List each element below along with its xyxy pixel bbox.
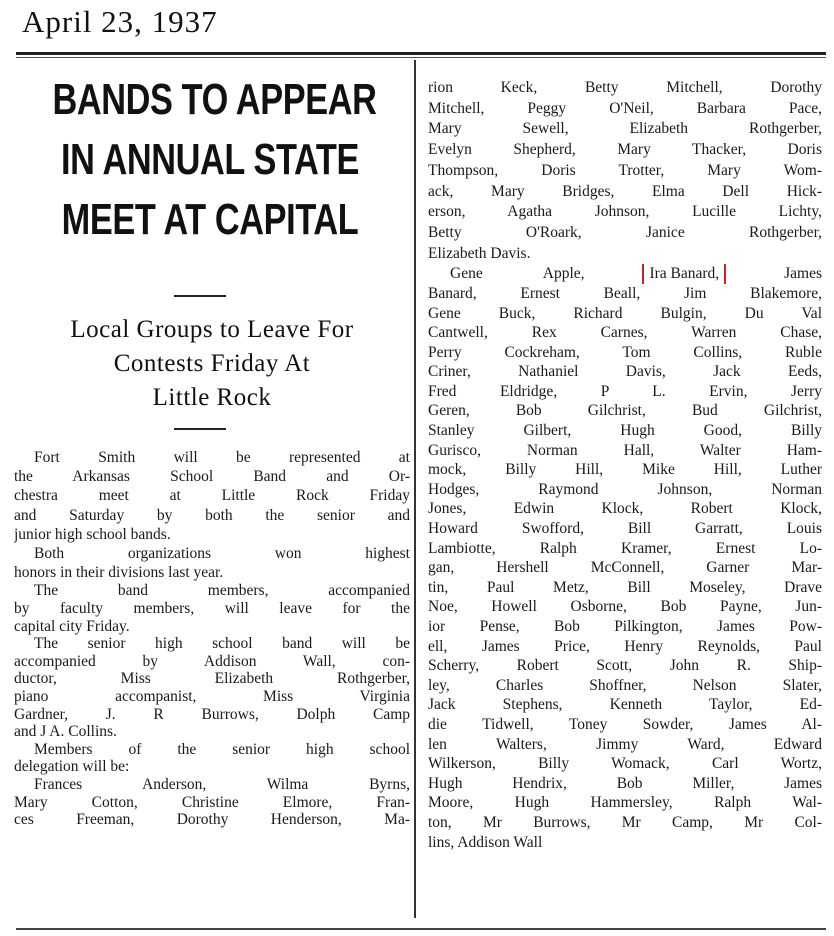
article-date: April 23, 1937: [22, 4, 218, 39]
top-rule-thin: [16, 57, 826, 58]
roster-line: tin, Paul Metz, Bill Moseley, Drave: [428, 578, 822, 596]
roster-line: Hodges, Raymond Johnson, Norman: [428, 480, 822, 498]
article-line: Gardner, J. R Burrows, Dolph Camp: [14, 705, 410, 723]
article-line: ductor, Miss Elizabeth Rothgerber,: [14, 670, 410, 688]
headline-line: IN ANNUAL STATE: [61, 135, 359, 184]
article-line: Both organizations won highest: [34, 545, 410, 563]
roster-line: Hugh Hendrix, Bob Miller, James: [428, 774, 822, 792]
article-line: Members of the senior high school: [34, 740, 410, 758]
article-line: delegation will be:: [14, 758, 130, 776]
headline-line: MEET AT CAPITAL: [61, 195, 359, 244]
roster-line: Geren, Bob Gilchrist, Bud Gilchrist,: [428, 402, 822, 420]
article-line: Frances Anderson, Wilma Byrns,: [34, 775, 410, 793]
subheadline-rule: [174, 428, 226, 430]
roster-line: Jack Stephens, Kenneth Taylor, Ed-: [428, 696, 822, 714]
roster-line: mock, Billy Hill, Mike Hill, Luther: [428, 461, 822, 479]
roster-line: rion Keck, Betty Mitchell, Dorothy: [428, 79, 822, 96]
article-line: piano accompanist, Miss Virginia: [14, 687, 410, 705]
article-line: The senior high school band will be: [34, 635, 410, 653]
highlighted-name: Ira Banard,: [645, 264, 723, 284]
roster-line: Banard, Ernest Beall, Jim Blakemore,: [428, 284, 822, 302]
article-line: by faculty members, will leave for the: [14, 600, 410, 618]
roster-line: Perry Cockreham, Tom Collins, Ruble: [428, 343, 822, 361]
headline-line: BANDS TO APPEAR: [52, 75, 377, 124]
roster-line: Cantwell, Rex Carnes, Warren Chase,: [428, 324, 822, 342]
roster-line: Jones, Edwin Klock, Robert Klock,: [428, 500, 822, 518]
roster-line-highlighted: [428, 264, 822, 284]
roster-senior-boys: [428, 284, 822, 852]
article-line: Mary Cotton, Christine Elmore, Fran-: [14, 793, 410, 811]
column-divider: [414, 60, 416, 918]
subheadline-line: Contests Friday At: [113, 350, 311, 377]
headline-rule: [174, 295, 226, 297]
roster-line: Mary Sewell, Elizabeth Rothgerber,: [428, 120, 822, 138]
roster-line: die Tidwell, Toney Sowder, James Al-: [428, 715, 822, 733]
bottom-rule: [16, 928, 826, 930]
roster-line: Fred Eldridge, P L. Ervin, Jerry: [428, 382, 822, 400]
roster-line: Wilkerson, Billy Womack, Carl Wortz,: [428, 755, 822, 773]
roster-text: James: [784, 265, 822, 283]
roster-line: Lambiotte, Ralph Kramer, Ernest Lo-: [428, 539, 822, 557]
roster-text: Gene Apple,: [450, 265, 585, 283]
roster-line: Noe, Howell Osborne, Bob Payne, Jun-: [428, 598, 822, 616]
roster-line: Thompson, Doris Trotter, Mary Wom-: [428, 161, 822, 179]
roster-line: erson, Agatha Johnson, Lucille Lichty,: [428, 203, 822, 221]
article-line: capital city Friday.: [14, 617, 130, 635]
subheadline-line: Little Rock: [152, 384, 272, 411]
top-rule: [16, 52, 826, 55]
roster-line: Stanley Gilbert, Hugh Good, Billy: [428, 422, 822, 440]
article-body-right-column: [428, 78, 822, 852]
roster-line: Moore, Hugh Hammersley, Ralph Wal-: [428, 794, 822, 812]
headline: [52, 70, 377, 250]
roster-line: ior Pense, Bob Pilkington, James Pow-: [428, 618, 822, 636]
article-line: chestra meet at Little Rock Friday: [14, 487, 410, 505]
roster-senior-girls: [428, 78, 822, 264]
article-line: junior high school bands.: [14, 525, 171, 543]
roster-line: Gene Buck, Richard Bulgin, Du Val: [428, 304, 822, 322]
article-line: ces Freeman, Dorothy Henderson, Ma-: [14, 811, 410, 829]
roster-line: len Walters, Jimmy Ward, Edward: [428, 735, 822, 753]
roster-line: Scherry, Robert Scott, John R. Ship-: [428, 657, 822, 675]
roster-line: Betty O'Roark, Janice Rothgerber,: [428, 223, 822, 241]
article-line: honors in their divisions last year.: [14, 564, 224, 582]
roster-line: Evelyn Shepherd, Mary Thacker, Doris: [428, 141, 822, 159]
roster-line: ell, James Price, Henry Reynolds, Paul: [428, 637, 822, 655]
roster-line: ack, Mary Bridges, Elma Dell Hick-: [428, 182, 822, 200]
roster-line: Gurisco, Norman Hall, Walter Ham-: [428, 441, 822, 459]
article-line: The band members, accompanied: [34, 582, 410, 600]
roster-line: Elizabeth Davis.: [428, 244, 531, 262]
roster-line: Criner, Nathaniel Davis, Jack Eeds,: [428, 363, 822, 381]
article-body-left-column: [14, 448, 410, 829]
roster-line: Howard Swofford, Bill Garratt, Louis: [428, 520, 822, 538]
roster-line: ton, Mr Burrows, Mr Camp, Mr Col-: [428, 813, 822, 831]
article-line: the Arkansas School Band and Or-: [14, 468, 410, 486]
roster-line: Mitchell, Peggy O'Neil, Barbara Pace,: [428, 99, 822, 117]
roster-line: lins, Addison Wall: [428, 833, 543, 851]
article-line: accompanied by Addison Wall, con-: [14, 652, 410, 670]
article-line: Fort Smith will be represented at: [34, 449, 410, 466]
article-line: and J A. Collins.: [14, 723, 117, 741]
roster-line: gan, Hershell McConnell, Garner Mar-: [428, 559, 822, 577]
subheadline-line: Local Groups to Leave For: [70, 316, 354, 343]
roster-line: ley, Charles Shoffner, Nelson Slater,: [428, 676, 822, 694]
article-line: and Saturday by both the senior and: [14, 506, 410, 524]
subheadline: [12, 313, 412, 415]
